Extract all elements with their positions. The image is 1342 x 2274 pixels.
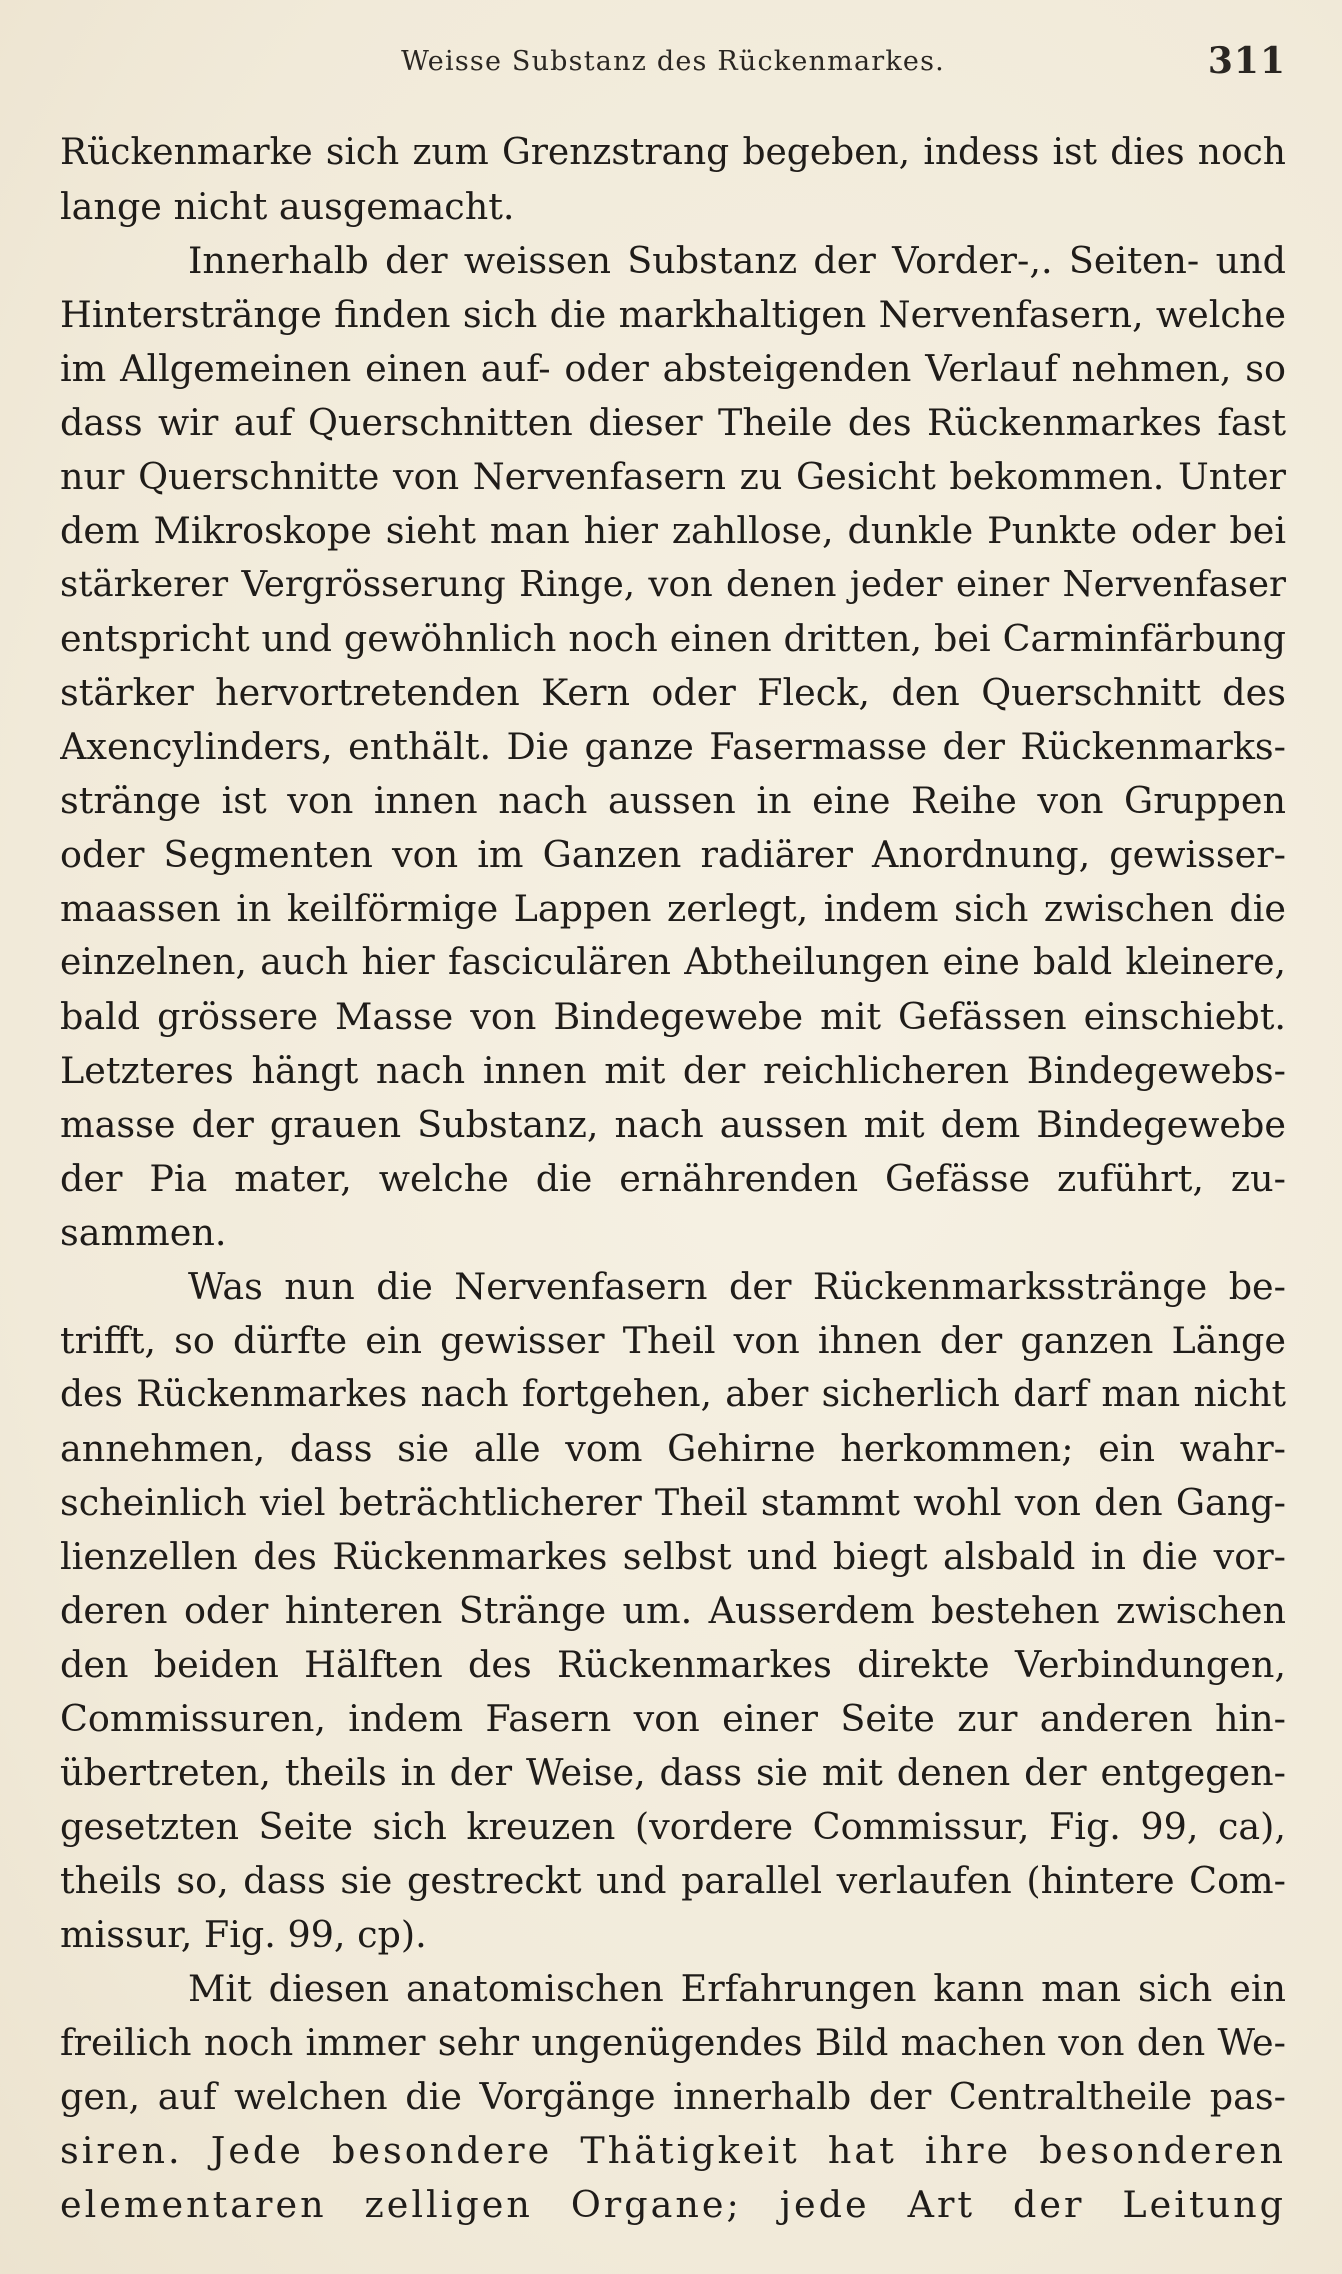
- paragraph: [60, 1260, 1286, 1962]
- text-line: stränge ist von innen nach aussen in eine Reihe von Gruppen: [60, 779, 1286, 822]
- text-line: stärker hervortretenden Kern oder Fleck, den Querschnitt des: [60, 671, 1286, 714]
- running-title: Weisse Substanz des Rückenmarkes.: [401, 46, 945, 77]
- text-line: Innerhalb der weissen Substanz der Vorder-,. Seiten- und: [188, 239, 1286, 282]
- text-line: im Allgemeinen einen auf- oder absteigenden Verlauf nehmen, so: [60, 347, 1286, 390]
- text-line: Rückenmarke sich zum Grenzstrang begeben, indess ist dies noch: [60, 132, 1286, 173]
- text-line: nur Querschnitte von Nervenfasern zu Gesicht bekommen. Unter: [60, 455, 1286, 498]
- text-line: siren. Jede besondere Thätigkeit hat ihre besonderen: [60, 2129, 1286, 2172]
- text-line: Axencylinders, enthält. Die ganze Fasermasse der Rückenmarks-: [60, 725, 1286, 768]
- text-line: der Pia mater, welche die ernährenden Gefässe zuführt, zu-: [60, 1157, 1286, 1200]
- page-header: [60, 40, 1286, 90]
- text-line: Letzteres hängt nach innen mit der reichlicheren Bindegewebs-: [60, 1049, 1286, 1092]
- text-line: lienzellen des Rückenmarkes selbst und biegt alsbald in die vor-: [60, 1535, 1286, 1578]
- text-line: scheinlich viel beträchtlicherer Theil stammt wohl von den Gang-: [60, 1481, 1286, 1524]
- text-line: trifft, so dürfte ein gewisser Theil von ihnen der ganzen Länge: [60, 1319, 1286, 1362]
- text-line: Commissuren, indem Fasern von einer Seite zur anderen hin-: [60, 1697, 1286, 1740]
- text-line: stärkerer Vergrösserung Ringe, von denen jeder einer Nervenfaser: [60, 564, 1286, 605]
- text-line: oder Segmenten von im Ganzen radiärer Anordnung, gewisser-: [60, 833, 1286, 876]
- text-line: Hinterstränge finden sich die markhaltigen Nervenfasern, welche: [60, 293, 1286, 336]
- text-line: maassen in keilförmige Lappen zerlegt, indem sich zwischen die: [60, 887, 1286, 930]
- text-line: theils so, dass sie gestreckt und parallel verlaufen (hintere Com-: [60, 1859, 1286, 1902]
- text-line: deren oder hinteren Stränge um. Ausserdem bestehen zwischen: [60, 1589, 1286, 1632]
- text-line: annehmen, dass sie alle vom Gehirne herkommen; ein wahr-: [60, 1427, 1286, 1470]
- page-number: 311: [1207, 40, 1286, 82]
- text-line: dem Mikroskope sieht man hier zahllose, dunkle Punkte oder bei: [60, 509, 1286, 552]
- text-line: gen, auf welchen die Vorgänge innerhalb der Centraltheile pas-: [60, 2075, 1286, 2118]
- text-line: den beiden Hälften des Rückenmarkes direkte Verbindungen,: [60, 1643, 1286, 1686]
- body-text: [60, 126, 1286, 2232]
- text-line: elementaren zelligen Organe; jede Art der Leitung: [60, 2183, 1286, 2226]
- text-line: entspricht und gewöhnlich noch einen dritten, bei Carminfärbung: [60, 617, 1286, 660]
- text-line: masse der grauen Substanz, nach aussen mit dem Bindegewebe: [60, 1103, 1286, 1146]
- text-line: Mit diesen anatomischen Erfahrungen kann man sich ein: [188, 1967, 1286, 2010]
- text-line: Was nun die Nervenfasern der Rückenmarksstränge be-: [188, 1265, 1286, 1308]
- text-line: gesetzten Seite sich kreuzen (vordere Commissur, Fig. 99, ca),: [60, 1805, 1286, 1848]
- paragraph: [60, 234, 1286, 1260]
- text-line: sammen.: [60, 1211, 227, 1254]
- text-line: des Rückenmarkes nach fortgehen, aber sicherlich darf man nicht: [60, 1374, 1286, 1415]
- text-line: lange nicht ausgemacht.: [60, 185, 515, 228]
- text-line: missur, Fig. 99, cp).: [60, 1913, 427, 1956]
- paragraph: [60, 126, 1286, 234]
- text-line: freilich noch immer sehr ungenügendes Bild machen von den We-: [60, 2021, 1286, 2064]
- paragraph: [60, 1962, 1286, 2232]
- text-line: dass wir auf Querschnitten dieser Theile des Rückenmarkes fast: [60, 401, 1286, 444]
- text-line: bald grössere Masse von Bindegewebe mit Gefässen einschiebt.: [60, 995, 1286, 1038]
- text-line: übertreten, theils in der Weise, dass sie mit denen der entgegen-: [60, 1751, 1286, 1794]
- text-line: einzelnen, auch hier fasciculären Abtheilungen eine bald kleinere,: [60, 942, 1286, 983]
